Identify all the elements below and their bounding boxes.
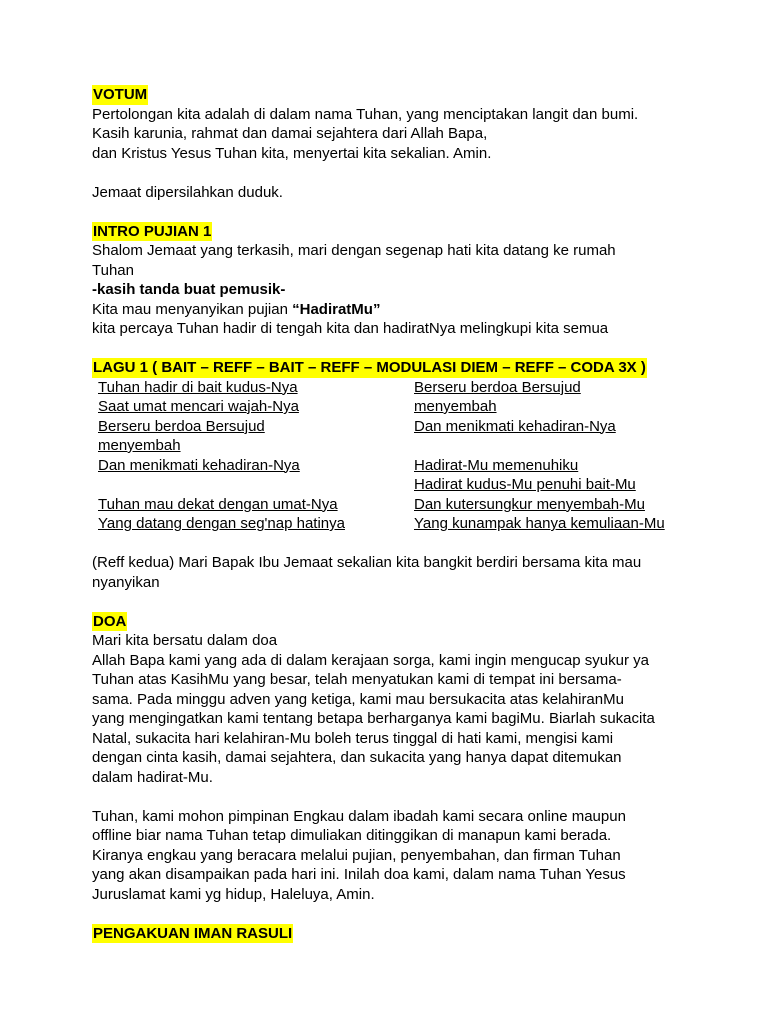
doa-line-3: Tuhan atas KasihMu yang besar, telah menyatukan kami di tempat ini bersama- [92,671,622,688]
document-page [92,85,692,943]
lyric-right-6: Dan kutersungkur menyembah-Mu [414,495,645,513]
doa-line-6: Natal, sukacita hari kelahiran-Mu boleh terus tinggal di hati kami, mengisi kami [92,729,614,747]
doa-line-5: yang mengingatkan kami tentang betapa berharganya kami bagiMu. Biarlah sukacita [92,710,655,727]
lyric-right-4: Hadirat-Mu memenuhiku [414,456,579,474]
lyric-right-5: Hadirat kudus-Mu penuhi bait-Mu [414,476,636,493]
doa-line-1: Mari kita bersatu dalam doa [92,632,278,649]
lyric-left-5 [98,475,414,495]
doa-line-4: sama. Pada minggu adven yang ketiga, kami mau bersukacita atas kelahiranMu [92,690,624,708]
reff-note-2: nyanyikan [92,573,160,591]
doa2-line-1: Tuhan, kami mohon pimpinan Engkau dalam ibadah kami secara online maupun [92,807,626,825]
intro-line-2: Tuhan [92,261,134,279]
pengakuan-heading: PENGAKUAN IMAN RASULI [93,924,293,942]
votum-line-3: dan Kristus Yesus Tuhan kita, menyertai kita sekalian. Amin. [92,144,492,162]
lyric-right-2: menyembah [414,398,497,415]
musician-cue: -kasih tanda buat pemusik- [92,281,286,298]
intro-line-3: kita percaya Tuhan hadir di tengah kita dan hadiratNya melingkupi kita semua [92,320,609,337]
doa-line-2: Allah Bapa kami yang ada di dalam kerajaan sorga, kami ingin mengucap syukur ya [92,651,649,669]
lyric-left-3: Berseru berdoa Bersujud menyembah [98,417,265,454]
votum-line-1: Pertolongan kita adalah di dalam nama Tuhan, yang menciptakan langit dan bumi. [92,105,639,123]
song-title: “HadiratMu” [292,300,381,318]
lyric-right-3: Dan menikmati kehadiran-Nya [414,417,616,435]
intro-heading: INTRO PUJIAN 1 [93,222,212,240]
doa2-line-4: yang akan disampaikan pada hari ini. Inilah doa kami, dalam nama Tuhan Yesus [92,866,626,883]
intro-sing-line [92,300,692,320]
lyric-right-1: Berseru berdoa Bersujud [414,378,581,396]
doa-line-8: dalam hadirat-Mu. [92,768,213,786]
intro-sing-prefix: Kita mau menyanyikan pujian [92,300,293,318]
lyric-left-4: Dan menikmati kehadiran-Nya [98,456,300,474]
lyric-right-7: Yang kunampak hanya kemuliaan-Mu [414,515,665,532]
lyric-left-2: Saat umat mencari wajah-Nya [98,398,299,415]
doa-heading: DOA [93,612,127,630]
votum-line-2: Kasih karunia, rahmat dan damai sejahtera dari Allah Bapa, [92,125,488,142]
reff-note-1: (Reff kedua) Mari Bapak Ibu Jemaat sekalian kita bangkit berdiri bersama kita mau [92,554,642,571]
lyric-left-1: Tuhan hadir di bait kudus-Nya [98,378,298,396]
lagu-heading: LAGU 1 ( BAIT – REFF – BAIT – REFF – MODULASI DIEM – REFF – CODA 3X ) [93,359,646,376]
lyric-left-7: Yang datang dengan seg'nap hatinya [98,515,345,532]
votum-instruction: Jemaat dipersilahkan duduk. [92,183,283,201]
doa2-line-5: Juruslamat kami yg hidup, Haleluya, Amin. [92,885,375,903]
doa-line-7: dengan cinta kasih, damai sejahtera, dan sukacita yang hanya dapat ditemukan [92,749,622,766]
doa2-line-3: Kiranya engkau yang beracara melalui pujian, penyembahan, dan firman Tuhan [92,846,621,864]
votum-heading: VOTUM [93,86,148,103]
song-lyrics-table [98,378,692,534]
doa2-line-2: offline biar nama Tuhan tetap dimuliakan ditinggikan di manapun kami berada. [92,827,612,844]
lyric-left-6: Tuhan mau dekat dengan umat-Nya [98,495,338,513]
intro-line-1: Shalom Jemaat yang terkasih, mari dengan segenap hati kita datang ke rumah [92,242,616,259]
